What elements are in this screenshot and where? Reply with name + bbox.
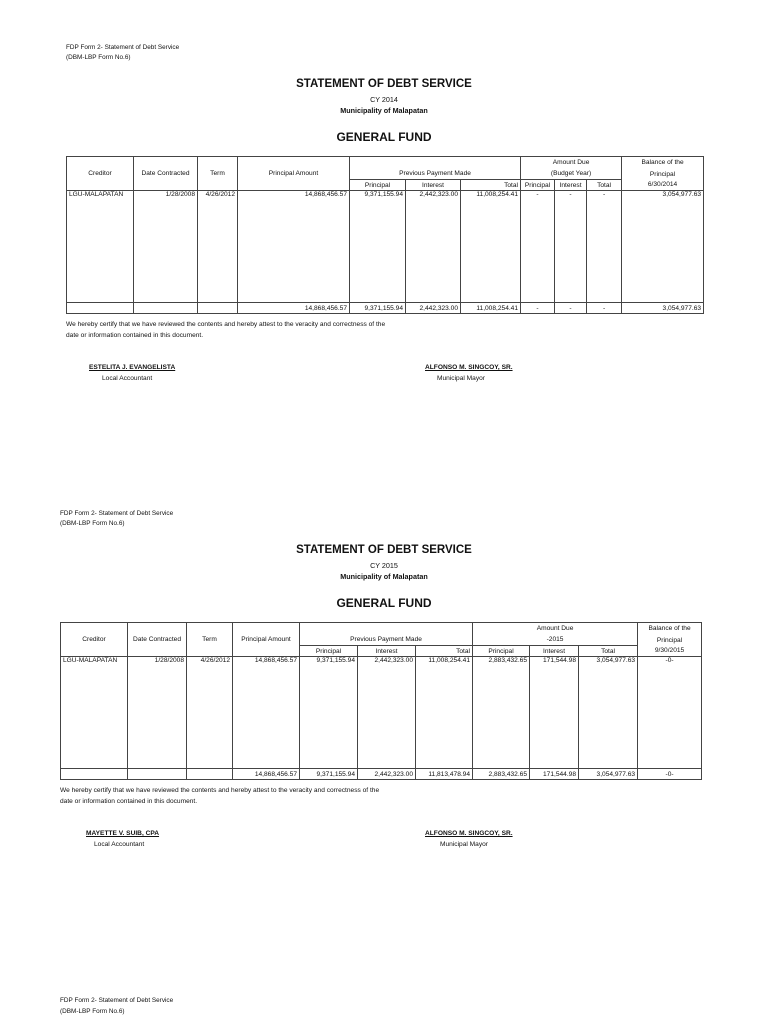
cell-due-interest: 171,544.98 bbox=[530, 657, 579, 769]
header-due-interest: Interest bbox=[555, 180, 587, 191]
header-amount-due: Amount Due bbox=[473, 623, 638, 635]
footer-form-ref-line-2: (DBM-LBP Form No.6) bbox=[60, 1008, 125, 1015]
header-prev-principal: Principal bbox=[350, 180, 406, 191]
debt-table bbox=[66, 156, 704, 314]
cell-prev-interest: 2,442,323.00 bbox=[358, 657, 416, 769]
total-balance: -0- bbox=[638, 769, 702, 780]
signatory-accountant-role: Local Accountant bbox=[102, 375, 153, 382]
signatory-accountant-role: Local Accountant bbox=[94, 841, 145, 848]
total-prev-interest: 2,442,323.00 bbox=[358, 769, 416, 780]
cell-balance: 3,054,977.63 bbox=[622, 191, 704, 303]
certification-line-1: We hereby certify that we have reviewed the contents and hereby attest to the veracity and correctness of the bbox=[66, 321, 386, 328]
header-prev-principal: Principal bbox=[300, 646, 358, 657]
table-row bbox=[67, 191, 704, 303]
form-ref-line-1: FDP Form 2- Statement of Debt Service bbox=[66, 44, 180, 51]
total-due-total: 3,054,977.63 bbox=[579, 769, 638, 780]
header-due-principal: Principal bbox=[521, 180, 555, 191]
fund-heading: GENERAL FUND bbox=[336, 130, 432, 144]
total-due-interest: 171,544.98 bbox=[530, 769, 579, 780]
cell-prev-interest: 2,442,323.00 bbox=[406, 191, 461, 303]
header-creditor: Creditor bbox=[67, 157, 134, 191]
header-date-contracted: Date Contracted bbox=[134, 157, 198, 191]
total-due-principal: 2,883,432.65 bbox=[473, 769, 530, 780]
statement-title: STATEMENT OF DEBT SERVICE bbox=[296, 544, 472, 556]
cell-prev-principal: 9,371,155.94 bbox=[350, 191, 406, 303]
cell-due-total: - bbox=[587, 191, 622, 303]
cell-prev-total: 11,008,254.41 bbox=[461, 191, 521, 303]
total-prev-total: 11,813,478.94 bbox=[416, 769, 473, 780]
statement-title: STATEMENT OF DEBT SERVICE bbox=[296, 78, 472, 90]
header-term: Term bbox=[198, 157, 238, 191]
form-ref-line-2: (DBM-LBP Form No.6) bbox=[66, 54, 131, 61]
header-balance-date: 6/30/2014 bbox=[622, 180, 704, 191]
cell-term: 4/26/2012 bbox=[198, 191, 238, 303]
header-amount-due-period: -2015 bbox=[473, 635, 638, 646]
signatory-mayor-name: ALFONSO M. SINGCOY, SR. bbox=[425, 364, 513, 371]
cell-date-contracted: 1/28/2008 bbox=[134, 191, 198, 303]
calendar-year: CY 2014 bbox=[370, 95, 398, 104]
signatory-mayor-role: Municipal Mayor bbox=[440, 841, 489, 848]
total-due-interest: - bbox=[555, 303, 587, 314]
totals-row bbox=[61, 769, 702, 780]
header-due-total: Total bbox=[579, 646, 638, 657]
cell-principal-amount: 14,868,456.57 bbox=[233, 657, 300, 769]
calendar-year: CY 2015 bbox=[370, 561, 398, 570]
certification-line-2: date or information contained in this document. bbox=[60, 798, 198, 805]
header-due-interest: Interest bbox=[530, 646, 579, 657]
header-balance-line-1: Balance of the bbox=[622, 157, 704, 169]
municipality: Municipality of Malapatan bbox=[340, 572, 428, 581]
municipality: Municipality of Malapatan bbox=[340, 106, 428, 115]
total-prev-principal: 9,371,155.94 bbox=[300, 769, 358, 780]
header-amount-due: Amount Due bbox=[521, 157, 622, 169]
header-previous-payment: Previous Payment Made bbox=[350, 169, 521, 180]
header-due-total: Total bbox=[587, 180, 622, 191]
cell-prev-total: 11,008,254.41 bbox=[416, 657, 473, 769]
fund-heading: GENERAL FUND bbox=[336, 596, 432, 610]
cell-creditor: LGU-MALAPATAN bbox=[61, 657, 128, 769]
header-prev-interest: Interest bbox=[406, 180, 461, 191]
signatory-mayor-role: Municipal Mayor bbox=[437, 375, 486, 382]
header-due-principal: Principal bbox=[473, 646, 530, 657]
table-row bbox=[61, 657, 702, 769]
cell-date-contracted: 1/28/2008 bbox=[128, 657, 187, 769]
footer-form-ref-line-1: FDP Form 2- Statement of Debt Service bbox=[60, 997, 174, 1004]
total-due-principal: - bbox=[521, 303, 555, 314]
header-prev-total: Total bbox=[416, 646, 473, 657]
header-prev-interest: Interest bbox=[358, 646, 416, 657]
cell-principal-amount: 14,868,456.57 bbox=[238, 191, 350, 303]
total-prev-total: 11,008,254.41 bbox=[461, 303, 521, 314]
header-previous-payment: Previous Payment Made bbox=[300, 635, 473, 646]
header-balance-line-2: Principal bbox=[638, 635, 702, 646]
totals-row bbox=[67, 303, 704, 314]
signatory-accountant-name: MAYETTE V. SUIB, CPA bbox=[86, 830, 160, 837]
cell-balance: -0- bbox=[638, 657, 702, 769]
header-principal-amount: Principal Amount bbox=[238, 157, 350, 191]
total-prev-interest: 2,442,323.00 bbox=[406, 303, 461, 314]
cell-due-interest: - bbox=[555, 191, 587, 303]
header-balance-line-1: Balance of the bbox=[638, 623, 702, 635]
total-principal-amount: 14,868,456.57 bbox=[238, 303, 350, 314]
cell-creditor: LGU-MALAPATAN bbox=[67, 191, 134, 303]
header-date-contracted: Date Contracted bbox=[128, 623, 187, 657]
header-amount-due-period: (Budget Year) bbox=[521, 169, 622, 180]
cell-prev-principal: 9,371,155.94 bbox=[300, 657, 358, 769]
signatory-accountant-name: ESTELITA J. EVANGELISTA bbox=[89, 364, 176, 371]
cell-due-principal: 2,883,432.65 bbox=[473, 657, 530, 769]
header-prev-total: Total bbox=[461, 180, 521, 191]
form-ref-line-1: FDP Form 2- Statement of Debt Service bbox=[60, 510, 174, 517]
debt-table bbox=[60, 622, 702, 780]
certification-line-1: We hereby certify that we have reviewed the contents and hereby attest to the veracity and correctness of the bbox=[60, 787, 380, 794]
header-balance-line-2: Principal bbox=[622, 169, 704, 180]
header-creditor: Creditor bbox=[61, 623, 128, 657]
header-term: Term bbox=[187, 623, 233, 657]
certification-line-2: date or information contained in this document. bbox=[66, 332, 204, 339]
signatory-mayor-name: ALFONSO M. SINGCOY, SR. bbox=[425, 830, 513, 837]
cell-term: 4/26/2012 bbox=[187, 657, 233, 769]
total-balance: 3,054,977.63 bbox=[622, 303, 704, 314]
cell-due-total: 3,054,977.63 bbox=[579, 657, 638, 769]
form-ref-line-2: (DBM-LBP Form No.6) bbox=[60, 520, 125, 527]
cell-due-principal: - bbox=[521, 191, 555, 303]
header-balance-date: 9/30/2015 bbox=[638, 646, 702, 657]
total-due-total: - bbox=[587, 303, 622, 314]
total-principal-amount: 14,868,456.57 bbox=[233, 769, 300, 780]
total-prev-principal: 9,371,155.94 bbox=[350, 303, 406, 314]
header-principal-amount: Principal Amount bbox=[233, 623, 300, 657]
